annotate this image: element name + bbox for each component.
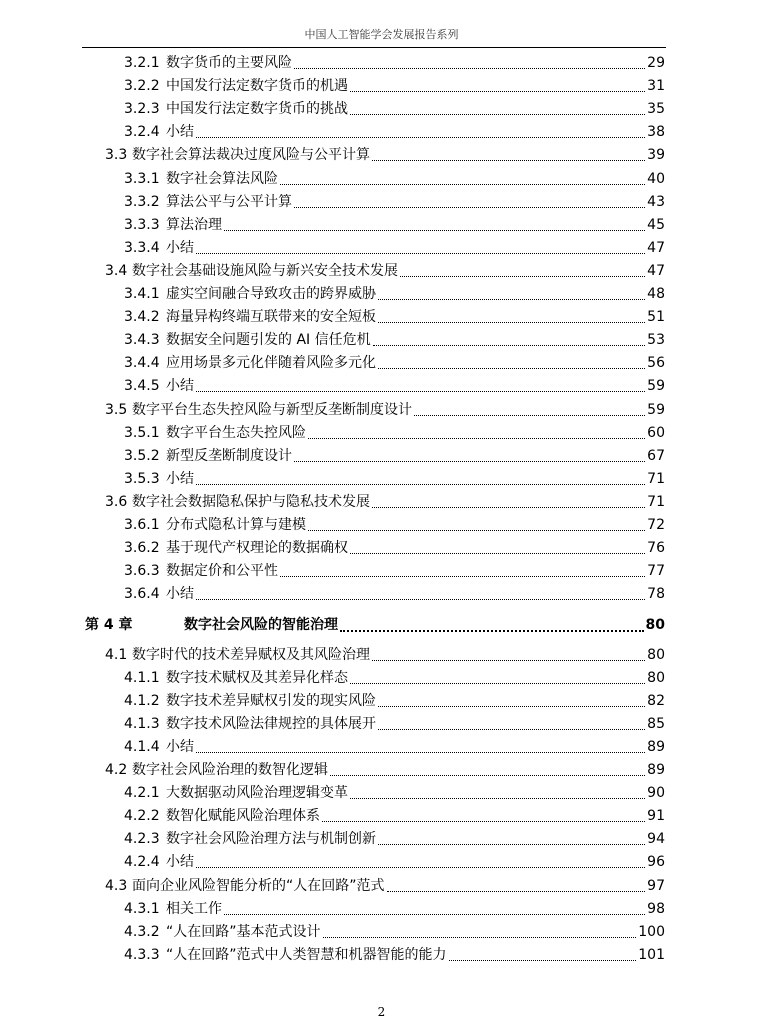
toc-number: 3.3.4 — [124, 239, 160, 256]
toc-leader-dots — [322, 805, 645, 828]
toc-title: 数字平台生态失控风险与新型反垄断制度设计 — [132, 401, 412, 418]
toc-subsection-entry[interactable] — [0, 375, 763, 398]
toc-page-number: 45 — [647, 216, 665, 233]
toc-number: 3.3.2 — [124, 193, 160, 210]
toc-leader-dots — [294, 191, 645, 214]
toc-subsection-entry[interactable] — [0, 468, 763, 491]
toc-subsection-entry[interactable] — [0, 191, 763, 214]
toc-page-number: 31 — [647, 78, 665, 95]
toc-title: 数字社会算法裁决过度风险与公平计算 — [132, 147, 370, 164]
toc-title: 海量异构终端互联带来的安全短板 — [166, 309, 376, 326]
toc-subsection-entry[interactable] — [0, 168, 763, 191]
toc-number: 4.2.1 — [124, 785, 160, 802]
toc-section-entry[interactable] — [0, 491, 763, 514]
toc-title: 数字平台生态失控风险 — [166, 424, 306, 441]
toc-leader-dots — [196, 468, 645, 491]
toc-number: 4.1.1 — [124, 669, 160, 686]
toc-number: 4.1 — [105, 646, 128, 663]
toc-number: 3.2.4 — [124, 124, 160, 141]
toc-leader-dots — [350, 537, 645, 560]
toc-number: 3.6.4 — [124, 586, 160, 603]
toc-page-number: 53 — [647, 332, 665, 349]
toc-subsection-entry[interactable] — [0, 944, 763, 967]
toc-leader-dots — [196, 736, 645, 759]
toc-page-number: 80 — [645, 617, 665, 634]
toc-subsection-entry[interactable] — [0, 736, 763, 759]
toc-page-number: 35 — [647, 101, 665, 118]
toc-number: 4.3.2 — [124, 923, 160, 940]
toc-section-entry[interactable] — [0, 875, 763, 898]
toc-leader-dots — [350, 75, 645, 98]
toc-number: 4.3.3 — [124, 946, 160, 963]
toc-leader-dots — [308, 514, 645, 537]
toc-section-entry[interactable] — [0, 644, 763, 667]
toc-page-number: 59 — [647, 378, 665, 395]
toc-number: 3.4.3 — [124, 332, 160, 349]
toc-subsection-entry[interactable] — [0, 214, 763, 237]
page-number: 2 — [377, 1005, 386, 1019]
toc-title: 小结 — [166, 586, 194, 603]
toc-leader-dots — [414, 399, 645, 422]
toc-leader-dots — [378, 828, 645, 851]
toc-title: 小结 — [166, 738, 194, 755]
toc-page-number: 60 — [647, 424, 665, 441]
toc-subsection-entry[interactable] — [0, 713, 763, 736]
toc-page-number: 89 — [647, 738, 665, 755]
toc-title: 数据安全问题引发的 AI 信任危机 — [166, 332, 371, 349]
toc-leader-dots — [280, 560, 645, 583]
toc-leader-dots — [372, 644, 645, 667]
toc-title: 数字技术风险法律规控的具体展开 — [166, 715, 376, 732]
toc-leader-dots — [378, 690, 645, 713]
toc-page-number: 71 — [647, 470, 665, 487]
toc-title: 小结 — [166, 378, 194, 395]
toc-title: 算法公平与公平计算 — [166, 193, 292, 210]
toc-title: 虚实空间融合导致攻击的跨界威胁 — [166, 286, 376, 302]
toc-subsection-entry[interactable] — [0, 121, 763, 144]
toc-leader-dots — [387, 875, 646, 898]
toc-number: 4.3.1 — [124, 900, 160, 917]
toc-number: 4.1.4 — [124, 738, 160, 755]
toc-title: 小结 — [166, 854, 194, 871]
toc-subsection-entry[interactable] — [0, 782, 763, 805]
toc-leader-dots — [372, 144, 645, 167]
toc-subsection-entry[interactable] — [0, 667, 763, 690]
toc-number: 3.5 — [105, 401, 128, 418]
toc-number: 4.3 — [105, 877, 128, 894]
toc-leader-dots — [449, 944, 637, 967]
toc-subsection-entry[interactable] — [0, 690, 763, 713]
toc-page-number: 91 — [647, 808, 665, 825]
toc-page-number: 47 — [647, 262, 665, 279]
toc-page-number: 29 — [647, 55, 665, 71]
toc-subsection-entry[interactable] — [0, 52, 763, 75]
toc-subsection-entry[interactable] — [0, 237, 763, 260]
toc-section-entry[interactable] — [0, 144, 763, 167]
toc-page-number: 72 — [647, 517, 665, 533]
toc-number: 4.1.2 — [124, 692, 160, 709]
toc-title: 数字技术赋权及其差异化样态 — [166, 669, 348, 686]
toc-subsection-entry[interactable] — [0, 329, 763, 352]
toc-number: 3.3 — [105, 147, 128, 164]
toc-leader-dots — [378, 283, 645, 306]
toc-title: 中国发行法定数字货币的挑战 — [166, 101, 348, 118]
toc-page-number: 47 — [647, 239, 665, 256]
toc-page-number: 89 — [647, 762, 665, 778]
toc-leader-dots — [350, 98, 645, 121]
toc-subsection-entry[interactable] — [0, 283, 763, 306]
toc-title: 基于现代产权理论的数据确权 — [166, 540, 348, 557]
toc-leader-dots — [373, 329, 646, 352]
toc-number: 3.2.3 — [124, 101, 160, 118]
toc-leader-dots — [378, 713, 645, 736]
toc-leader-dots — [330, 759, 645, 782]
toc-page-number: 90 — [647, 785, 665, 802]
toc-subsection-entry[interactable] — [0, 560, 763, 583]
toc-subsection-entry[interactable] — [0, 352, 763, 375]
toc-subsection-entry[interactable] — [0, 514, 763, 537]
toc-leader-dots — [308, 422, 645, 445]
toc-title: 中国发行法定数字货币的机遇 — [166, 78, 348, 95]
toc-page-number: 100 — [638, 923, 665, 940]
toc-title: 数据定价和公平性 — [166, 563, 278, 580]
toc-title: 小结 — [166, 470, 194, 487]
toc-leader-dots — [378, 352, 645, 375]
toc-title: 新型反垄断制度设计 — [166, 447, 292, 464]
toc-section-entry[interactable] — [0, 399, 763, 422]
toc-number: 3.6 — [105, 493, 128, 510]
toc-subsection-entry[interactable] — [0, 75, 763, 98]
toc-leader-dots — [323, 921, 637, 944]
toc-leader-dots — [340, 614, 644, 637]
toc-title: 数字技术差异赋权引发的现实风险 — [166, 692, 376, 709]
toc-title: 数字社会算法风险 — [166, 170, 278, 187]
toc-leader-dots — [372, 491, 645, 514]
toc-page-number: 85 — [647, 715, 665, 732]
toc-page-number: 59 — [647, 401, 665, 418]
toc-number: 3.2.2 — [124, 78, 160, 95]
toc-subsection-entry[interactable] — [0, 422, 763, 445]
toc-page-number: 39 — [647, 147, 665, 164]
toc-leader-dots — [224, 898, 645, 921]
toc-leader-dots — [294, 52, 645, 75]
toc-title: 面向企业风险智能分析的“人在回路”范式 — [132, 877, 385, 894]
toc-page-number: 67 — [647, 447, 665, 464]
running-header: 中国人工智能学会发展报告系列 — [304, 28, 459, 41]
toc-number: 3.4.2 — [124, 309, 160, 326]
toc-page-number: 97 — [647, 877, 665, 894]
toc-title: 小结 — [166, 124, 194, 141]
toc-number: 3.3.3 — [124, 216, 160, 233]
toc-subsection-entry[interactable] — [0, 828, 763, 851]
toc-page-number: 48 — [647, 286, 665, 302]
toc-subsection-entry[interactable] — [0, 851, 763, 874]
toc-section-entry[interactable] — [0, 759, 763, 782]
toc-subsection-entry[interactable] — [0, 805, 763, 828]
toc-leader-dots — [400, 260, 645, 283]
toc-title: 数智化赋能风险治理体系 — [166, 808, 320, 825]
toc-number: 4.2 — [105, 762, 128, 778]
toc-number: 3.6.1 — [124, 517, 160, 533]
toc-subsection-entry[interactable] — [0, 98, 763, 121]
toc-title: “人在回路”基本范式设计 — [166, 923, 321, 940]
toc-number: 3.4.4 — [124, 355, 160, 372]
toc-title: 算法治理 — [166, 216, 222, 233]
toc-title: 数字社会风险治理的数智化逻辑 — [132, 762, 328, 778]
toc-page-number: 78 — [647, 586, 665, 603]
toc-title: “人在回路”范式中人类智慧和机器智能的能力 — [166, 946, 447, 963]
toc-page-number: 76 — [647, 540, 665, 557]
toc-number: 3.4.1 — [124, 286, 160, 302]
toc-title: 大数据驱动风险治理逻辑变革 — [166, 785, 348, 802]
toc-title: 数字社会风险的智能治理 — [184, 617, 338, 634]
toc-number: 4.2.4 — [124, 854, 160, 871]
toc-title: 数字社会风险治理方法与机制创新 — [166, 831, 376, 848]
toc-title: 应用场景多元化伴随着风险多元化 — [166, 355, 376, 372]
toc-title: 数字社会数据隐私保护与隐私技术发展 — [132, 493, 370, 510]
toc-page-number: 80 — [647, 646, 665, 663]
toc-number: 3.3.1 — [124, 170, 160, 187]
toc-leader-dots — [196, 851, 645, 874]
toc-page-number: 82 — [647, 692, 665, 709]
toc-leader-dots — [224, 214, 645, 237]
toc-page-number: 43 — [647, 193, 665, 210]
toc-number: 3.5.2 — [124, 447, 160, 464]
toc-leader-dots — [196, 237, 645, 260]
toc-page-number: 51 — [647, 309, 665, 326]
toc-number: 3.4.5 — [124, 378, 160, 395]
toc-page-number: 38 — [647, 124, 665, 141]
toc-title: 数字时代的技术差异赋权及其风险治理 — [132, 646, 370, 663]
toc-subsection-entry[interactable] — [0, 921, 763, 944]
header-rule — [82, 47, 666, 48]
toc-number: 4.1.3 — [124, 715, 160, 732]
toc-subsection-entry[interactable] — [0, 898, 763, 921]
toc-number: 4.2.2 — [124, 808, 160, 825]
toc-number: 3.6.2 — [124, 540, 160, 557]
toc-leader-dots — [196, 375, 645, 398]
toc-leader-dots — [350, 667, 645, 690]
toc-page-number: 96 — [647, 854, 665, 871]
toc-chapter-entry[interactable] — [0, 614, 763, 637]
toc-number: 第 4 章 — [85, 617, 133, 634]
toc-subsection-entry[interactable] — [0, 537, 763, 560]
toc-leader-dots — [196, 121, 645, 144]
toc-subsection-entry[interactable] — [0, 445, 763, 468]
toc-leader-dots — [378, 306, 645, 329]
toc-number: 3.6.3 — [124, 563, 160, 580]
toc-page-number: 77 — [647, 563, 665, 580]
toc-leader-dots — [350, 782, 645, 805]
toc-leader-dots — [196, 583, 645, 606]
toc-section-entry[interactable] — [0, 260, 763, 283]
toc-page-number: 56 — [647, 355, 665, 372]
toc-page-number: 40 — [647, 170, 665, 187]
toc-leader-dots — [294, 445, 645, 468]
toc-title: 小结 — [166, 239, 194, 256]
toc-page-number: 98 — [647, 900, 665, 917]
toc-page-number: 80 — [647, 669, 665, 686]
toc-page-number: 94 — [647, 831, 665, 848]
toc-page-number: 71 — [647, 493, 665, 510]
toc-number: 3.5.1 — [124, 424, 160, 441]
toc-title: 数字社会基础设施风险与新兴安全技术发展 — [132, 262, 398, 279]
toc-number: 4.2.3 — [124, 831, 160, 848]
toc-title: 相关工作 — [166, 900, 222, 917]
toc-subsection-entry[interactable] — [0, 583, 763, 606]
toc-number: 3.4 — [105, 262, 128, 279]
toc-leader-dots — [280, 168, 645, 191]
toc-subsection-entry[interactable] — [0, 306, 763, 329]
toc-title: 数字货币的主要风险 — [166, 55, 292, 71]
toc-number: 3.5.3 — [124, 470, 160, 487]
toc-number: 3.2.1 — [124, 55, 160, 71]
toc-title: 分布式隐私计算与建模 — [166, 517, 306, 533]
toc-page-number: 101 — [638, 946, 665, 963]
